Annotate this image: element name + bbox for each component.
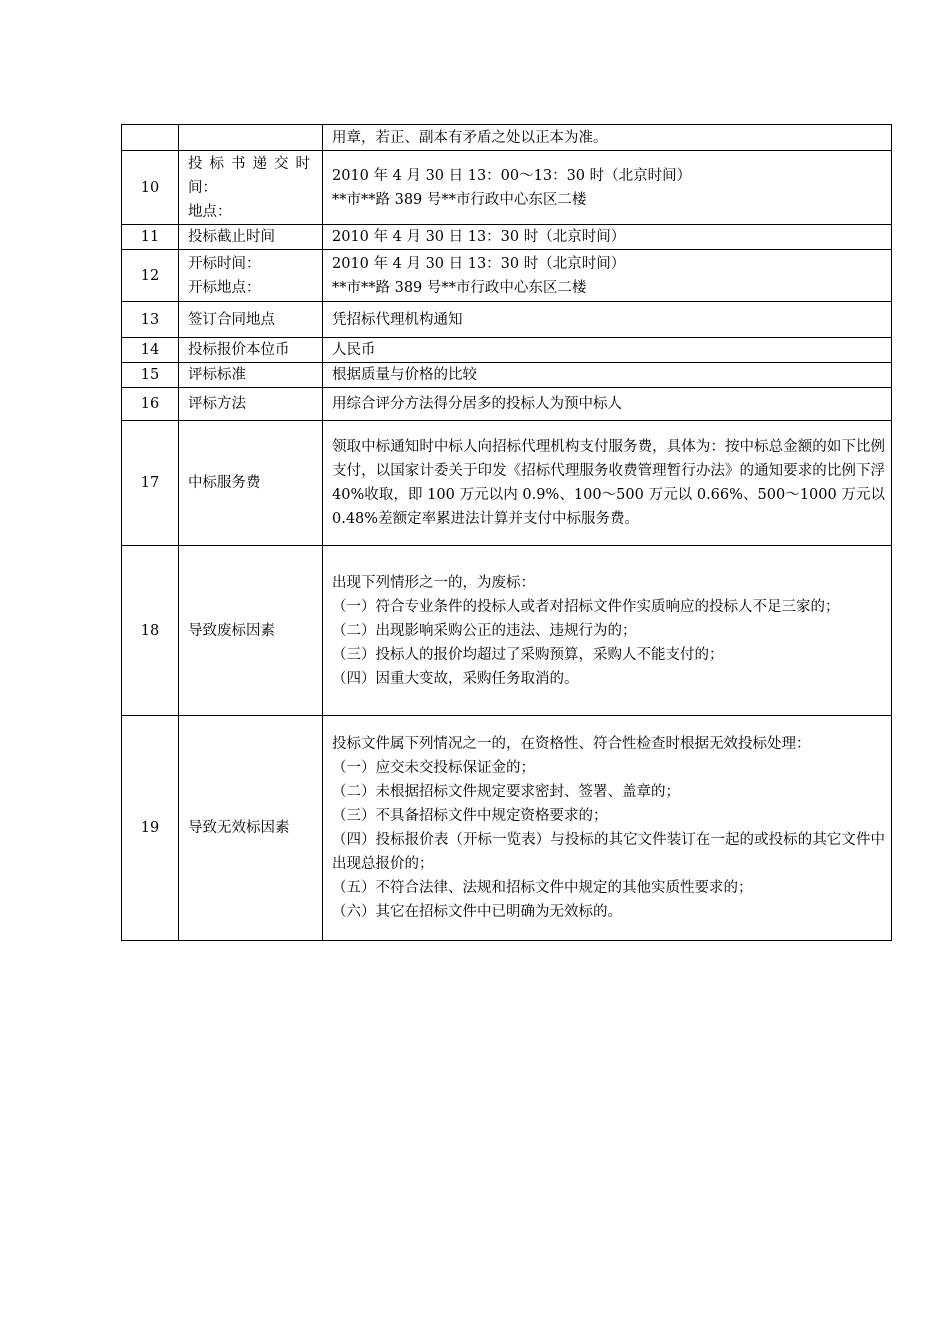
item-line: 中标服务费 (188, 475, 261, 491)
table-row (122, 225, 892, 250)
row-number: 17 (122, 421, 179, 546)
item-line: 间： (188, 179, 217, 196)
row-content (323, 125, 892, 151)
content-line: （一）符合专业条件的投标人或者对招标文件作实质响应的投标人不足三家的； (332, 598, 840, 615)
content-line: 投标文件属下列情况之一的，在资格性、符合性检查时根据无效投标处理： (332, 736, 811, 752)
content-line: 2010 年 4 月 30 日 13：00～13：30 时（北京时间） (332, 167, 692, 184)
row-number: 11 (122, 225, 179, 250)
row-item (179, 388, 323, 421)
table-row (122, 363, 892, 388)
row-number: 18 (122, 546, 179, 716)
row-content (323, 338, 892, 363)
row-number: 19 (122, 716, 179, 941)
table-row (122, 250, 892, 302)
row-content (323, 225, 892, 250)
row-number: 14 (122, 338, 179, 363)
row-item (179, 225, 323, 250)
table-row (122, 338, 892, 363)
table-row (122, 125, 892, 151)
item-line: 导致无效标因素 (188, 820, 290, 836)
content-line: 人民币 (332, 342, 376, 358)
row-item (179, 363, 323, 388)
row-item (179, 421, 323, 546)
content-line: 2010 年 4 月 30 日 13：30 时（北京时间） (332, 255, 626, 272)
item-line: 投标报价本位币 (188, 342, 290, 358)
content-paragraph: 领取中标通知时中标人向招标代理机构支付服务费，具体为：按中标总金额的如下比例支付，以国家计委关于印发《招标代理服务收费管理暂行办法》的通知要求的比例下浮 40%收取，即 100 万元以内 0.9%、100～500 万元以 0.66%、500～1000 万元以 0.48%差额定率累进法计算并支付中标服务费。 (332, 439, 885, 527)
item-line: 评标方法 (188, 396, 246, 412)
content-line: 根据质量与价格的比较 (332, 367, 477, 383)
row-content (323, 151, 892, 225)
table-row (122, 546, 892, 716)
item-line: 开标时间： (188, 255, 261, 272)
item-line: 投标书递交时 (188, 155, 317, 172)
row-number: 13 (122, 302, 179, 338)
tender-info-table (121, 124, 892, 941)
item-line: 导致废标因素 (188, 622, 275, 639)
content-line: （三）投标人的报价均超过了采购预算，采购人不能支付的； (332, 646, 724, 663)
row-item (179, 546, 323, 716)
item-line: 投标截止时间 (188, 229, 275, 245)
row-content (323, 250, 892, 302)
table-row (122, 388, 892, 421)
content-line: （四）因重大变故，采购任务取消的。 (332, 670, 579, 687)
content-line: 2010 年 4 月 30 日 13：30 时（北京时间） (332, 229, 626, 245)
row-content (323, 546, 892, 716)
table-row (122, 151, 892, 225)
row-number: 12 (122, 250, 179, 302)
content-line: （一）应交未交投标保证金的； (332, 760, 535, 776)
table-row (122, 421, 892, 546)
table-row (122, 716, 892, 941)
content-line: 用章，若正、副本有矛盾之处以正本为准。 (332, 129, 608, 146)
row-item (179, 125, 323, 151)
row-number (122, 125, 179, 151)
row-content (323, 716, 892, 941)
content-line: （五）不符合法律、法规和招标文件中规定的其他实质性要求的； (332, 880, 753, 896)
content-line: （二）未根据招标文件规定要求密封、签署、盖章的； (332, 784, 680, 800)
item-line: 地点： (188, 203, 232, 220)
item-line: 签订合同地点 (188, 311, 275, 328)
row-content (323, 388, 892, 421)
content-line: （四）投标报价表（开标一览表）与投标的其它文件装订在一起的或投标的其它文件中出现总报价的； (332, 832, 885, 872)
row-item (179, 716, 323, 941)
row-number: 15 (122, 363, 179, 388)
row-number: 10 (122, 151, 179, 225)
content-line: （六）其它在招标文件中已明确为无效标的。 (332, 904, 622, 920)
row-content (323, 421, 892, 546)
content-line: （三）不具备招标文件中规定资格要求的； (332, 808, 608, 824)
row-item (179, 302, 323, 338)
row-content (323, 363, 892, 388)
item-line: 开标地点： (188, 279, 261, 296)
content-line: 用综合评分方法得分居多的投标人为预中标人 (332, 396, 622, 412)
content-line: **市**路 389 号**市行政中心东区二楼 (332, 191, 587, 208)
row-item (179, 250, 323, 302)
content-line: **市**路 389 号**市行政中心东区二楼 (332, 279, 587, 296)
content-line: 凭招标代理机构通知 (332, 311, 463, 328)
content-line: （二）出现影响采购公正的违法、违规行为的； (332, 622, 637, 639)
row-number: 16 (122, 388, 179, 421)
content-line: 出现下列情形之一的，为废标： (332, 574, 535, 591)
item-line: 评标标准 (188, 367, 246, 383)
row-item (179, 151, 323, 225)
row-item (179, 338, 323, 363)
table-row (122, 302, 892, 338)
row-content (323, 302, 892, 338)
